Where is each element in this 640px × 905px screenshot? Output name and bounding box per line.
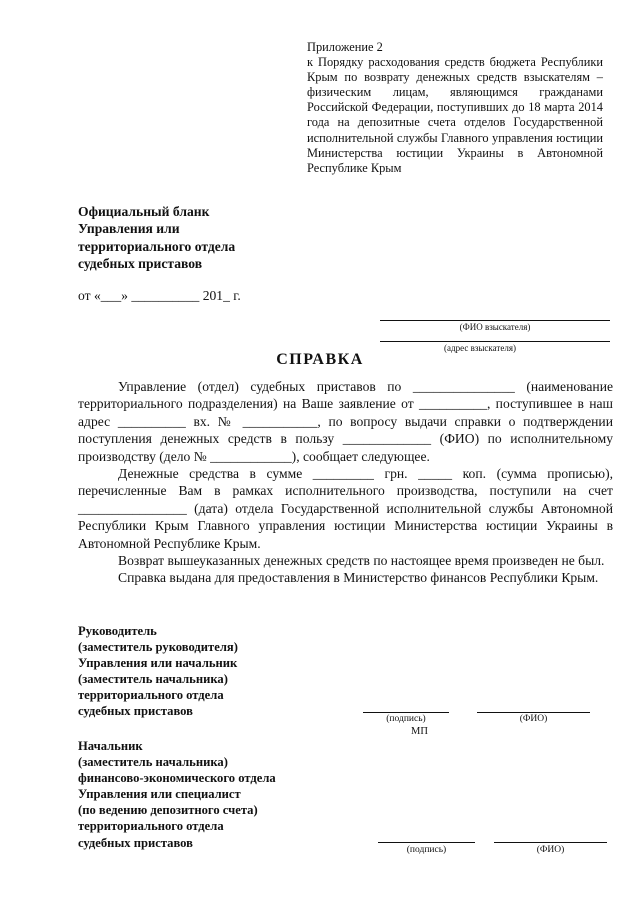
fio-caption: (ФИО) [536, 845, 565, 855]
appendix-reference [307, 40, 603, 176]
signatory-line: Управления или начальник [78, 656, 238, 671]
signature-caption: (подпись) [406, 845, 447, 855]
letterhead-line: Управления или [78, 221, 180, 237]
letterhead-line: Официальный бланк [78, 204, 210, 219]
signatory-line: территориального отдела [78, 688, 224, 703]
signatory-line: (по ведению депозитного счета) [78, 803, 258, 818]
appendix-title: Приложение 2 [307, 40, 383, 54]
recipient-fio-line [380, 320, 610, 321]
body-paragraph: Справка выдана для предоставления в Министерство финансов Республики Крым. [118, 570, 599, 586]
stamp-placeholder: МП [411, 726, 428, 737]
signatory-finance-title [78, 738, 338, 851]
signatory-line: (заместитель руководителя) [78, 640, 238, 655]
signatory-line: финансово-экономического отдела [78, 771, 276, 786]
signatory-line: Руководитель [78, 624, 157, 638]
signatory-line: Начальник [78, 739, 143, 753]
fio-line [477, 712, 590, 713]
appendix-body: к Порядку расходования средств бюджета Республики Крым по возврату денежных средств взыскателям – физическим лицам, являющимся гражданами Российской Федерации, поступивших до 18 марта 2014 года на депозитные счета отделов Государственной исполнительной службы Главного управления юстиции Министерства юстиции Украины в Автономной Республике Крым [307, 55, 603, 175]
official-letterhead [78, 203, 308, 273]
signatory-line: территориального отдела [78, 819, 224, 834]
document-title: СПРАВКА [276, 351, 364, 368]
signatory-head-title [78, 623, 338, 720]
body-paragraph: Денежные средства в сумме _________ грн. _____ коп. (сумма прописью), перечисленные Вам в рамках исполнительного производства, поступили на счет ________________ (дата) отдела Государственной исполнительной службы Автономной Республики Крым Главного управления юстиции Министерства юстиции Украины в Автономной Республике Крым. [78, 466, 613, 551]
signatory-line: (заместитель начальника) [78, 755, 228, 770]
recipient-fio-caption: (ФИО взыскателя) [459, 322, 531, 332]
fio-line [494, 842, 607, 843]
body-paragraph: Управление (отдел) судебных приставов по _______________ (наименование территориального подразделения) на Ваше заявление от __________, поступившее в наш адрес __________ вх. № ___________, по вопросу выдачи справки о подтверждении поступления денежных средств в пользу _____________ (ФИО) по исполнительному производству (дело № ____________), сообщает следующее. [78, 379, 613, 464]
recipient-address-caption: (адрес взыскателя) [444, 343, 516, 353]
signature-line [378, 842, 475, 843]
signature-line [363, 712, 449, 713]
signatory-line: судебных приставов [78, 704, 193, 719]
signatory-line: (заместитель начальника) [78, 672, 228, 687]
fio-caption: (ФИО) [519, 714, 548, 724]
signatory-line: Управления или специалист [78, 787, 241, 802]
recipient-address-line [380, 341, 610, 342]
body-paragraph: Возврат вышеуказанных денежных средств по настоящее время произведен не был. [118, 553, 605, 569]
letterhead-line: судебных приставов [78, 256, 203, 272]
signature-caption: (подпись) [386, 714, 426, 724]
document-date: от «___» __________ 201_ г. [78, 288, 241, 303]
signatory-line: судебных приставов [78, 835, 193, 850]
document-body [78, 378, 613, 587]
letterhead-line: территориального отдела [78, 238, 236, 254]
